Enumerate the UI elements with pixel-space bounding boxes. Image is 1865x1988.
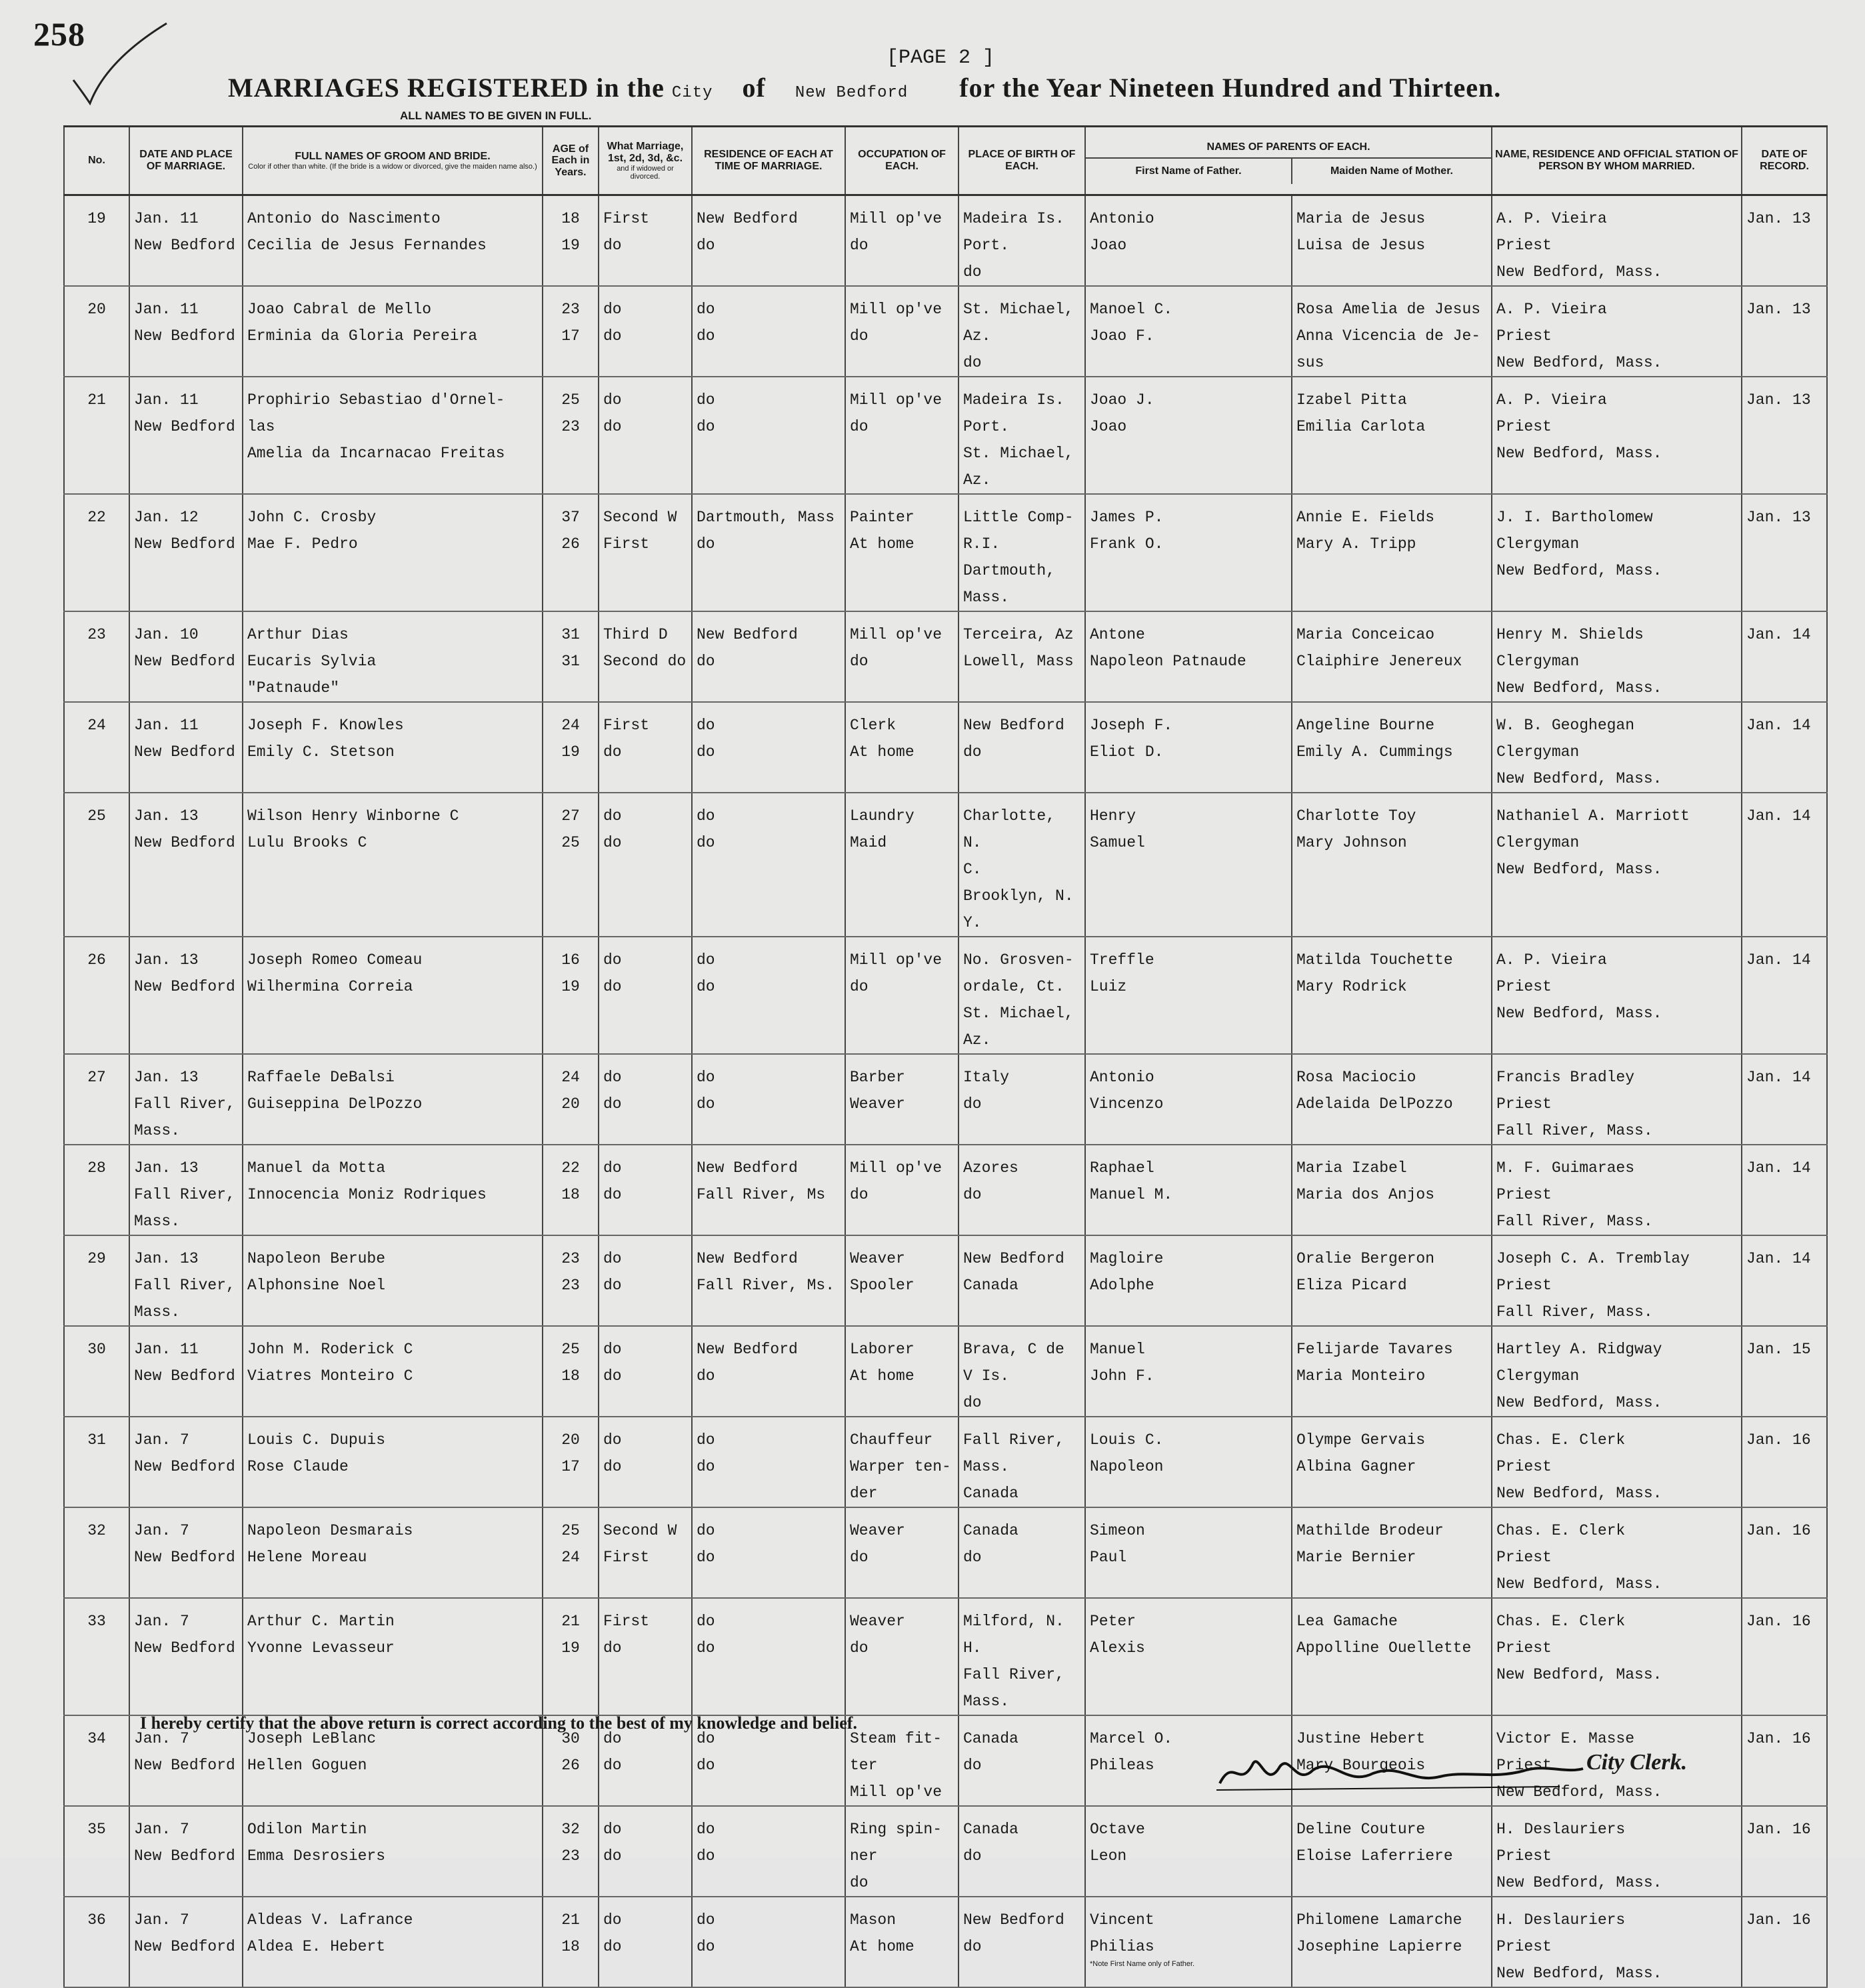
- cell-occupation: Steam fit- ter Mill op've: [845, 1715, 958, 1806]
- cell-residence: do do: [692, 1715, 845, 1806]
- cell-father: Vincent Philias *Note First Name only of Father.: [1085, 1897, 1292, 1987]
- cell-no: 29: [64, 1235, 129, 1326]
- cell-mother: Matilda Touchette Mary Rodrick: [1292, 937, 1492, 1054]
- cell-occupation: Mason At home: [845, 1897, 958, 1987]
- cell-mother: Rosa Maciocio Adelaida DelPozzo: [1292, 1054, 1492, 1145]
- cell-record: Jan. 14: [1742, 1145, 1827, 1235]
- cell-date: Jan. 7 New Bedford: [129, 1897, 243, 1987]
- col-mother: Maiden Name of Mother.: [1330, 165, 1453, 177]
- table-row: [64, 1417, 1827, 1507]
- cell-age: 25 23: [543, 377, 599, 494]
- table-row: [64, 1326, 1827, 1417]
- table-row: [64, 1806, 1827, 1897]
- cell-age: 18 19: [543, 195, 599, 287]
- page-label: [PAGE 2 ]: [887, 47, 995, 69]
- cell-record: Jan. 13: [1742, 286, 1827, 377]
- table-row: [64, 1145, 1827, 1235]
- cell-officiant: A. P. Vieira Priest New Bedford, Mass.: [1492, 195, 1742, 287]
- cell-father: Peter Alexis: [1085, 1598, 1292, 1715]
- cell-birth: Canada do: [958, 1715, 1085, 1806]
- col-record: DATE OF RECORD.: [1742, 127, 1827, 195]
- cell-birth: No. Grosven- ordale, Ct. St. Michael, Az.: [958, 937, 1085, 1054]
- cell-names: Odilon Martin Emma Desrosiers: [243, 1806, 543, 1897]
- clerk-title: City Clerk.: [1586, 1750, 1688, 1775]
- cell-residence: do do: [692, 286, 845, 377]
- cell-names: Napoleon Berube Alphonsine Noel: [243, 1235, 543, 1326]
- cell-marriage: Second W First: [599, 494, 692, 611]
- cell-names: Louis C. Dupuis Rose Claude: [243, 1417, 543, 1507]
- cell-no: 24: [64, 702, 129, 793]
- cell-date: Jan. 11 New Bedford: [129, 195, 243, 287]
- cell-no: 19: [64, 195, 129, 287]
- cell-father: Manuel John F.: [1085, 1326, 1292, 1417]
- cell-residence: New Bedford do: [692, 611, 845, 702]
- cell-date: Jan. 7 New Bedford: [129, 1806, 243, 1897]
- cell-officiant: Victor E. Masse Priest New Bedford, Mass.: [1492, 1715, 1742, 1806]
- table-row: [64, 611, 1827, 702]
- certification-text: I hereby certify that the above return is correct according to the best of my knowledge and belief.: [140, 1713, 857, 1733]
- cell-birth: Italy do: [958, 1054, 1085, 1145]
- cell-marriage: do do: [599, 1715, 692, 1806]
- cell-mother: Oralie Bergeron Eliza Picard: [1292, 1235, 1492, 1326]
- cell-occupation: Clerk At home: [845, 702, 958, 793]
- cell-date: Jan. 13 New Bedford: [129, 937, 243, 1054]
- cell-names: Manuel da Motta Innocencia Moniz Rodriques: [243, 1145, 543, 1235]
- cell-record: Jan. 16: [1742, 1715, 1827, 1806]
- cell-father: Octave Leon: [1085, 1806, 1292, 1897]
- cell-residence: do do: [692, 1806, 845, 1897]
- cell-father: Antone Napoleon Patnaude: [1085, 611, 1292, 702]
- cell-mother: Angeline Bourne Emily A. Cummings: [1292, 702, 1492, 793]
- table-row: [64, 1598, 1827, 1715]
- cell-date: Jan. 13 Fall River, Mass.: [129, 1054, 243, 1145]
- of-text: of: [742, 73, 766, 103]
- cell-occupation: Laundry Maid: [845, 793, 958, 937]
- cell-officiant: Chas. E. Clerk Priest New Bedford, Mass.: [1492, 1507, 1742, 1598]
- cell-date: Jan. 13 Fall River, Mass.: [129, 1235, 243, 1326]
- col-what-marriage-label: What Marriage, 1st, 2d, 3d, &c.: [607, 141, 684, 164]
- cell-birth: New Bedford do: [958, 702, 1085, 793]
- cell-marriage: do do: [599, 1897, 692, 1987]
- cell-occupation: Mill op've do: [845, 1145, 958, 1235]
- cell-birth: Brava, C de V Is. do: [958, 1326, 1085, 1417]
- cell-father: Louis C. Napoleon: [1085, 1417, 1292, 1507]
- cell-record: Jan. 14: [1742, 793, 1827, 937]
- cell-father: Magloire Adolphe: [1085, 1235, 1292, 1326]
- cell-mother: Maria Izabel Maria dos Anjos: [1292, 1145, 1492, 1235]
- cell-no: 32: [64, 1507, 129, 1598]
- table-row: [64, 1054, 1827, 1145]
- cell-occupation: Barber Weaver: [845, 1054, 958, 1145]
- register-title: [228, 72, 1501, 103]
- cell-birth: New Bedford Canada: [958, 1235, 1085, 1326]
- cell-officiant: A. P. Vieira Priest New Bedford, Mass.: [1492, 377, 1742, 494]
- cell-names: Joseph Romeo Comeau Wilhermina Correia: [243, 937, 543, 1054]
- cell-date: Jan. 7 New Bedford: [129, 1715, 243, 1806]
- cell-marriage: First do: [599, 1598, 692, 1715]
- cell-mother: Olympe Gervais Albina Gagner: [1292, 1417, 1492, 1507]
- cell-father: Manoel C. Joao F.: [1085, 286, 1292, 377]
- cell-mother: Maria Conceicao Claiphire Jenereux: [1292, 611, 1492, 702]
- cell-record: Jan. 13: [1742, 377, 1827, 494]
- cell-record: Jan. 13: [1742, 494, 1827, 611]
- cell-names: Prophirio Sebastiao d'Ornel- las Amelia da Incarnacao Freitas: [243, 377, 543, 494]
- cell-marriage: do do: [599, 1806, 692, 1897]
- col-residence: RESIDENCE OF EACH AT TIME OF MARRIAGE.: [692, 127, 845, 195]
- cell-residence: do do: [692, 937, 845, 1054]
- cell-occupation: Mill op've do: [845, 377, 958, 494]
- col-names: [243, 127, 543, 195]
- cell-officiant: Joseph C. A. Tremblay Priest Fall River, Mass.: [1492, 1235, 1742, 1326]
- col-occupation: OCCUPATION OF EACH.: [845, 127, 958, 195]
- cell-names: Joseph F. Knowles Emily C. Stetson: [243, 702, 543, 793]
- cell-record: Jan. 13: [1742, 195, 1827, 287]
- cell-officiant: J. I. Bartholomew Clergyman New Bedford, Mass.: [1492, 494, 1742, 611]
- cell-names: Arthur C. Martin Yvonne Levasseur: [243, 1598, 543, 1715]
- place-name: New Bedford: [795, 84, 909, 102]
- title-text: MARRIAGES REGISTERED: [228, 73, 589, 103]
- cell-occupation: Mill op've do: [845, 937, 958, 1054]
- cell-birth: Azores do: [958, 1145, 1085, 1235]
- cell-age: 21 19: [543, 1598, 599, 1715]
- cell-record: Jan. 16: [1742, 1897, 1827, 1987]
- cell-residence: do do: [692, 1417, 845, 1507]
- cell-age: 22 18: [543, 1145, 599, 1235]
- col-age: AGE of Each in Years.: [543, 127, 599, 195]
- cell-age: 27 25: [543, 793, 599, 937]
- cell-father: Raphael Manuel M.: [1085, 1145, 1292, 1235]
- cell-father: Joao J. Joao: [1085, 377, 1292, 494]
- cell-record: Jan. 16: [1742, 1417, 1827, 1507]
- cell-officiant: W. B. Geoghegan Clergyman New Bedford, Mass.: [1492, 702, 1742, 793]
- cell-residence: New Bedford do: [692, 195, 845, 287]
- cell-record: Jan. 14: [1742, 1235, 1827, 1326]
- cell-record: Jan. 14: [1742, 702, 1827, 793]
- table-row: [64, 377, 1827, 494]
- all-names-note: ALL NAMES TO BE GIVEN IN FULL.: [400, 109, 592, 122]
- cell-age: 32 23: [543, 1806, 599, 1897]
- cell-birth: Little Comp- R.I. Dartmouth, Mass.: [958, 494, 1085, 611]
- cell-father: Simeon Paul: [1085, 1507, 1292, 1598]
- cell-no: 25: [64, 793, 129, 937]
- cell-birth: Madeira Is. Port. do: [958, 195, 1085, 287]
- cell-no: 34: [64, 1715, 129, 1806]
- cell-marriage: Second W First: [599, 1507, 692, 1598]
- cell-residence: do do: [692, 1507, 845, 1598]
- col-father: First Name of Father.: [1086, 159, 1292, 184]
- cell-birth: Madeira Is. Port. St. Michael, Az.: [958, 377, 1085, 494]
- cell-date: Jan. 13 New Bedford: [129, 793, 243, 937]
- cell-date: Jan. 7 New Bedford: [129, 1417, 243, 1507]
- cell-names: Arthur Dias Eucaris Sylvia "Patnaude": [243, 611, 543, 702]
- cell-date: Jan. 13 Fall River, Mass.: [129, 1145, 243, 1235]
- cell-names: Wilson Henry Winborne C Lulu Brooks C: [243, 793, 543, 937]
- cell-no: 30: [64, 1326, 129, 1417]
- cell-occupation: Mill op've do: [845, 286, 958, 377]
- cell-residence: do do: [692, 702, 845, 793]
- page-number: 258: [33, 15, 85, 53]
- cell-mother: Lea Gamache Appolline Ouellette: [1292, 1598, 1492, 1715]
- cell-occupation: Laborer At home: [845, 1326, 958, 1417]
- cell-date: Jan. 10 New Bedford: [129, 611, 243, 702]
- table-header-row: [64, 127, 1827, 195]
- cell-record: Jan. 14: [1742, 611, 1827, 702]
- cell-no: 36: [64, 1897, 129, 1987]
- cell-occupation: Weaver do: [845, 1598, 958, 1715]
- cell-marriage: First do: [599, 702, 692, 793]
- cell-marriage: do do: [599, 1326, 692, 1417]
- cell-marriage: do do: [599, 377, 692, 494]
- cell-residence: do do: [692, 793, 845, 937]
- cell-no: 35: [64, 1806, 129, 1897]
- cell-officiant: Chas. E. Clerk Priest New Bedford, Mass.: [1492, 1598, 1742, 1715]
- cell-no: 20: [64, 286, 129, 377]
- cell-age: 37 26: [543, 494, 599, 611]
- cell-mother: Izabel Pitta Emilia Carlota: [1292, 377, 1492, 494]
- cell-birth: St. Michael, Az. do: [958, 286, 1085, 377]
- cell-record: Jan. 15: [1742, 1326, 1827, 1417]
- cell-date: Jan. 11 New Bedford: [129, 377, 243, 494]
- cell-mother: Mathilde Brodeur Marie Bernier: [1292, 1507, 1492, 1598]
- cell-father: Antonio Vincenzo: [1085, 1054, 1292, 1145]
- cell-record: Jan. 16: [1742, 1806, 1827, 1897]
- cell-residence: Dartmouth, Mass do: [692, 494, 845, 611]
- cell-record: Jan. 14: [1742, 1054, 1827, 1145]
- cell-officiant: Chas. E. Clerk Priest New Bedford, Mass.: [1492, 1417, 1742, 1507]
- cell-occupation: Weaver do: [845, 1507, 958, 1598]
- cell-officiant: M. F. Guimaraes Priest Fall River, Mass.: [1492, 1145, 1742, 1235]
- cell-father: Joseph F. Eliot D.: [1085, 702, 1292, 793]
- cell-age: 24 19: [543, 702, 599, 793]
- cell-age: 23 23: [543, 1235, 599, 1326]
- cell-mother: Maria de Jesus Luisa de Jesus: [1292, 195, 1492, 287]
- cell-officiant: H. Deslauriers Priest New Bedford, Mass.: [1492, 1806, 1742, 1897]
- cell-marriage: do do: [599, 286, 692, 377]
- col-names-note: Color if other than white. (If the bride is a widow or divorced, give the maiden name also.): [248, 162, 537, 171]
- cell-names: John C. Crosby Mae F. Pedro: [243, 494, 543, 611]
- cell-no: 22: [64, 494, 129, 611]
- cell-marriage: do do: [599, 1235, 692, 1326]
- cell-officiant: A. P. Vieira Priest New Bedford, Mass.: [1492, 286, 1742, 377]
- cell-names: John M. Roderick C Viatres Monteiro C: [243, 1326, 543, 1417]
- cell-mother: Annie E. Fields Mary A. Tripp: [1292, 494, 1492, 611]
- cell-no: 26: [64, 937, 129, 1054]
- cell-marriage: Third D Second do: [599, 611, 692, 702]
- cell-age: 21 18: [543, 1897, 599, 1987]
- table-row: [64, 702, 1827, 793]
- cell-father: Treffle Luiz: [1085, 937, 1292, 1054]
- cell-names: Joao Cabral de Mello Erminia da Gloria Pereira: [243, 286, 543, 377]
- cell-residence: do do: [692, 1054, 845, 1145]
- cell-officiant: H. Deslauriers Priest New Bedford, Mass.: [1492, 1897, 1742, 1987]
- cell-residence: New Bedford do: [692, 1326, 845, 1417]
- cell-birth: Milford, N. H. Fall River, Mass.: [958, 1598, 1085, 1715]
- cell-age: 16 19: [543, 937, 599, 1054]
- cell-residence: do do: [692, 1897, 845, 1987]
- cell-record: Jan. 16: [1742, 1598, 1827, 1715]
- table-row: [64, 195, 1827, 287]
- cell-birth: Fall River, Mass. Canada: [958, 1417, 1085, 1507]
- cell-mother: Justine Hebert Mary Bourgeois: [1292, 1715, 1492, 1806]
- table-row: [64, 1897, 1827, 1987]
- cell-age: 24 20: [543, 1054, 599, 1145]
- table-row: [64, 793, 1827, 937]
- clerk-signature-icon: [1213, 1750, 1586, 1797]
- cell-father: Antonio Joao: [1085, 195, 1292, 287]
- cell-birth: Charlotte, N. C. Brooklyn, N. Y.: [958, 793, 1085, 937]
- cell-occupation: Mill op've do: [845, 195, 958, 287]
- cell-mother: Rosa Amelia de Jesus Anna Vicencia de Je- sus: [1292, 286, 1492, 377]
- cell-marriage: do do: [599, 1417, 692, 1507]
- cell-officiant: Hartley A. Ridgway Clergyman New Bedford, Mass.: [1492, 1326, 1742, 1417]
- cell-residence: do do: [692, 377, 845, 494]
- cell-age: 31 31: [543, 611, 599, 702]
- table-row: [64, 286, 1827, 377]
- cell-date: Jan. 7 New Bedford: [129, 1507, 243, 1598]
- cell-date: Jan. 11 New Bedford: [129, 1326, 243, 1417]
- cell-occupation: Painter At home: [845, 494, 958, 611]
- cell-residence: New Bedford Fall River, Ms.: [692, 1235, 845, 1326]
- col-parents: [1085, 127, 1492, 195]
- year-text: for the Year Nineteen Hundred and Thirteen.: [959, 73, 1502, 103]
- cell-no: 21: [64, 377, 129, 494]
- cell-record: Jan. 16: [1742, 1507, 1827, 1598]
- cell-officiant: Henry M. Shields Clergyman New Bedford, Mass.: [1492, 611, 1742, 702]
- cell-age: 30 26: [543, 1715, 599, 1806]
- cell-officiant: Nathaniel A. Marriott Clergyman New Bedford, Mass.: [1492, 793, 1742, 937]
- cell-age: 20 17: [543, 1417, 599, 1507]
- cell-birth: New Bedford do: [958, 1897, 1085, 1987]
- cell-age: 25 24: [543, 1507, 599, 1598]
- cell-occupation: Mill op've do: [845, 611, 958, 702]
- cell-names: Raffaele DeBalsi Guiseppina DelPozzo: [243, 1054, 543, 1145]
- col-parents-label: NAMES OF PARENTS OF EACH.: [1086, 137, 1491, 159]
- cell-birth: Terceira, Az Lowell, Mass: [958, 611, 1085, 702]
- cell-date: Jan. 11 New Bedford: [129, 286, 243, 377]
- cell-officiant: Francis Bradley Priest Fall River, Mass.: [1492, 1054, 1742, 1145]
- col-what-marriage: [599, 127, 692, 195]
- cell-no: 33: [64, 1598, 129, 1715]
- cell-birth: Canada do: [958, 1806, 1085, 1897]
- in-the-text: in the: [596, 73, 665, 103]
- cell-officiant: A. P. Vieira Priest New Bedford, Mass.: [1492, 937, 1742, 1054]
- col-names-label: FULL NAMES OF GROOM AND BRIDE.: [295, 151, 491, 163]
- cell-marriage: do do: [599, 937, 692, 1054]
- cell-names: Napoleon Desmarais Helene Moreau: [243, 1507, 543, 1598]
- cell-occupation: Weaver Spooler: [845, 1235, 958, 1326]
- cell-mother: Deline Couture Eloise Laferriere: [1292, 1806, 1492, 1897]
- cell-mother: Felijarde Tavares Maria Monteiro: [1292, 1326, 1492, 1417]
- cell-no: 28: [64, 1145, 129, 1235]
- table-row: [64, 1507, 1827, 1598]
- cell-marriage: do do: [599, 793, 692, 937]
- table-row: [64, 1235, 1827, 1326]
- cell-marriage: do do: [599, 1145, 692, 1235]
- col-what-marriage-note: and if widowed or divorced.: [617, 164, 674, 181]
- cell-date: Jan. 11 New Bedford: [129, 702, 243, 793]
- cell-residence: do do: [692, 1598, 845, 1715]
- col-date: DATE AND PLACE OF MARRIAGE.: [129, 127, 243, 195]
- cell-birth: Canada do: [958, 1507, 1085, 1598]
- table-row: [64, 937, 1827, 1054]
- father-footnote: *Note First Name only of Father.: [1090, 1960, 1195, 1968]
- cell-no: 27: [64, 1054, 129, 1145]
- cell-father: Marcel O. Phileas: [1085, 1715, 1292, 1806]
- cell-date: Jan. 7 New Bedford: [129, 1598, 243, 1715]
- col-no: No.: [64, 127, 129, 195]
- cell-occupation: Ring spin- ner do: [845, 1806, 958, 1897]
- cell-occupation: Chauffeur Warper ten- der: [845, 1417, 958, 1507]
- cell-father: Henry Samuel: [1085, 793, 1292, 937]
- cell-marriage: First do: [599, 195, 692, 287]
- col-birthplace: PLACE OF BIRTH OF EACH.: [958, 127, 1085, 195]
- cell-record: Jan. 14: [1742, 937, 1827, 1054]
- cell-residence: New Bedford Fall River, Ms: [692, 1145, 845, 1235]
- cell-age: 23 17: [543, 286, 599, 377]
- cell-father: James P. Frank O.: [1085, 494, 1292, 611]
- cell-date: Jan. 12 New Bedford: [129, 494, 243, 611]
- cell-mother: Philomene Lamarche Josephine Lapierre: [1292, 1897, 1492, 1987]
- cell-marriage: do do: [599, 1054, 692, 1145]
- place-type: City: [671, 84, 713, 102]
- cell-mother: Charlotte Toy Mary Johnson: [1292, 793, 1492, 937]
- cell-age: 25 18: [543, 1326, 599, 1417]
- cell-names: Antonio do Nascimento Cecilia de Jesus Fernandes: [243, 195, 543, 287]
- table-row: [64, 494, 1827, 611]
- cell-no: 31: [64, 1417, 129, 1507]
- col-officiant: NAME, RESIDENCE AND OFFICIAL STATION OF PERSON BY WHOM MARRIED.: [1492, 127, 1742, 195]
- cell-no: 23: [64, 611, 129, 702]
- cell-names: Joseph LeBlanc Hellen Goguen: [243, 1715, 543, 1806]
- cell-names: Aldeas V. Lafrance Aldea E. Hebert: [243, 1897, 543, 1987]
- marriage-register-table: [63, 125, 1828, 1988]
